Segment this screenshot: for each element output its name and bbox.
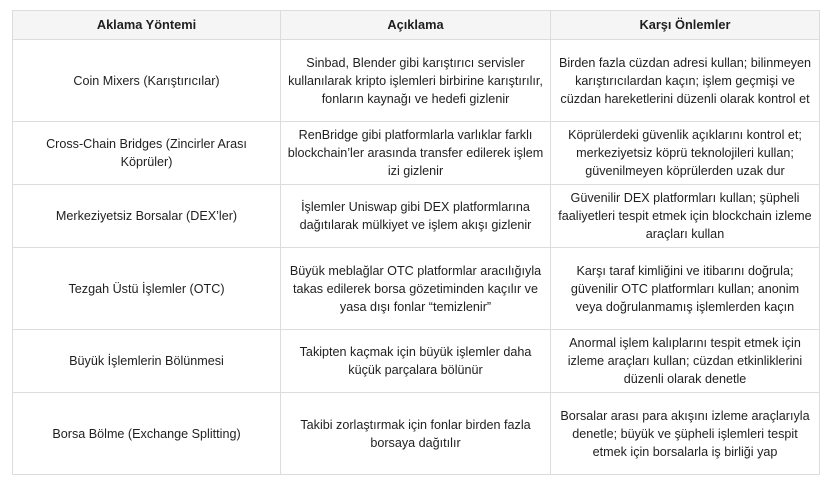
description-cell: Takibi zorlaştırmak için fonlar birden fazla borsaya dağıtılır bbox=[281, 393, 551, 475]
table-row bbox=[13, 248, 820, 330]
method-cell: Tezgah Üstü İşlemler (OTC) bbox=[13, 248, 281, 330]
table-row bbox=[13, 393, 820, 475]
countermeasure-cell: Birden fazla cüzdan adresi kullan; bilinmeyen karıştırıcılardan kaçın; işlem geçmişi ve cüzdan hareketlerini düzenli olarak kontrol et bbox=[551, 40, 820, 122]
countermeasure-cell: Güvenilir DEX platformları kullan; şüpheli faaliyetleri tespit etmek için blockchain izleme araçları kullan bbox=[551, 185, 820, 248]
method-cell: Borsa Bölme (Exchange Splitting) bbox=[13, 393, 281, 475]
table-row bbox=[13, 40, 820, 122]
table-header-row bbox=[13, 11, 820, 40]
countermeasure-cell: Borsalar arası para akışını izleme araçlarıyla denetle; büyük ve şüpheli işlemleri tespit etmek için borsalarla iş birliği yap bbox=[551, 393, 820, 475]
description-cell: İşlemler Uniswap gibi DEX platformlarına dağıtılarak mülkiyet ve işlem akışı gizlenir bbox=[281, 185, 551, 248]
table-row bbox=[13, 122, 820, 185]
description-cell: Takipten kaçmak için büyük işlemler daha küçük parçalara bölünür bbox=[281, 330, 551, 393]
header-description: Açıklama bbox=[281, 11, 551, 40]
countermeasure-cell: Karşı taraf kimliğini ve itibarını doğrula; güvenilir OTC platformları kullan; anonim veya doğrulanmamış işlemlerden kaçın bbox=[551, 248, 820, 330]
table-row bbox=[13, 330, 820, 393]
laundering-methods-table bbox=[12, 10, 820, 475]
description-cell: Sinbad, Blender gibi karıştırıcı servisler kullanılarak kripto işlemleri birbirine karıştırılır, fonların kaynağı ve hedefi gizlenir bbox=[281, 40, 551, 122]
description-cell: RenBridge gibi platformlarla varlıklar farklı blockchain’ler arasında transfer edilerek işlem izi gizlenir bbox=[281, 122, 551, 185]
countermeasure-cell: Anormal işlem kalıplarını tespit etmek için izleme araçları kullan; cüzdan etkinliklerini düzenli olarak denetle bbox=[551, 330, 820, 393]
header-method: Aklama Yöntemi bbox=[13, 11, 281, 40]
countermeasure-cell: Köprülerdeki güvenlik açıklarını kontrol et; merkeziyetsiz köprü teknolojileri kullan; güvenilmeyen köprülerden uzak dur bbox=[551, 122, 820, 185]
table-row bbox=[13, 185, 820, 248]
method-cell: Merkeziyetsiz Borsalar (DEX’ler) bbox=[13, 185, 281, 248]
description-cell: Büyük meblağlar OTC platformlar aracılığıyla takas edilerek borsa gözetiminden kaçılır ve yasa dışı fonlar “temizlenir” bbox=[281, 248, 551, 330]
method-cell: Cross-Chain Bridges (Zincirler Arası Köprüler) bbox=[13, 122, 281, 185]
comparison-table-container bbox=[12, 10, 819, 475]
header-countermeasures: Karşı Önlemler bbox=[551, 11, 820, 40]
method-cell: Büyük İşlemlerin Bölünmesi bbox=[13, 330, 281, 393]
method-cell: Coin Mixers (Karıştırıcılar) bbox=[13, 40, 281, 122]
